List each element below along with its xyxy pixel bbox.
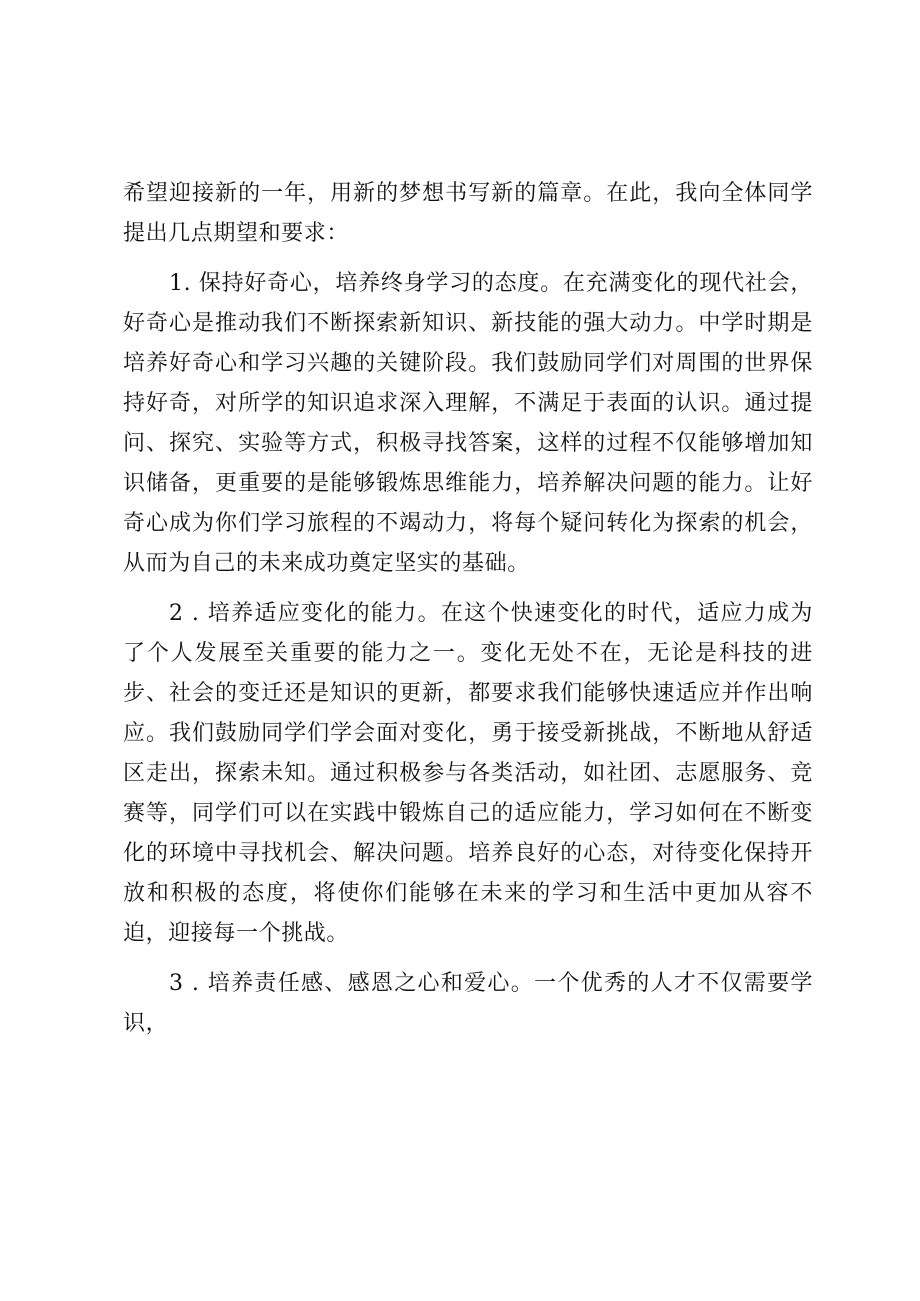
paragraph-point-2: 2 . 培养适应变化的能力。在这个快速变化的时代，适应力成为了个人发展至关重要的能力之一。变化无处不在，无论是科技的进步、社会的变迁还是知识的更新，都要求我们能够快速适应并作出响应。我们鼓励同学们学会面对变化，勇于接受新挑战，不断地从舒适区走出，探索未知。通过积极参与各类活动，如社团、志愿服务、竞赛等，同学们可以在实践中锻炼自己的适应能力，学习如何在不断变化的环境中寻找机会、解决问题。培养良好的心态，对待变化保持开放和积极的态度，将使你们能够在未来的学习和生活中更加从容不迫，迎接每一个挑战。 (123, 601, 813, 946)
paragraph-point-1: 1. 保持好奇心，培养终身学习的态度。在充满变化的现代社会，好奇心是推动我们不断探索新知识、新技能的强大动力。中学时期是培养好奇心和学习兴趣的关键阶段。我们鼓励同学们对周围的世界保持好奇，对所学的知识追求深入理解，不满足于表面的认识。通过提问、探究、实验等方式，积极寻找答案，这样的过程不仅能够增加知识储备，更重要的是能够锻炼思维能力，培养解决问题的能力。让好奇心成为你们学习旅程的不竭动力，将每个疑问转化为探索的机会，从而为自己的未来成功奠定坚实的基础。 (123, 271, 813, 576)
paragraph-intro: 希望迎接新的一年，用新的梦想书写新的篇章。在此，我向全体同学提出几点期望和要求： (123, 181, 813, 246)
paragraph-point-3: 3 . 培养责任感、感恩之心和爱心。一个优秀的人才不仅需要学识， (123, 971, 813, 1036)
document-body (123, 174, 813, 1044)
